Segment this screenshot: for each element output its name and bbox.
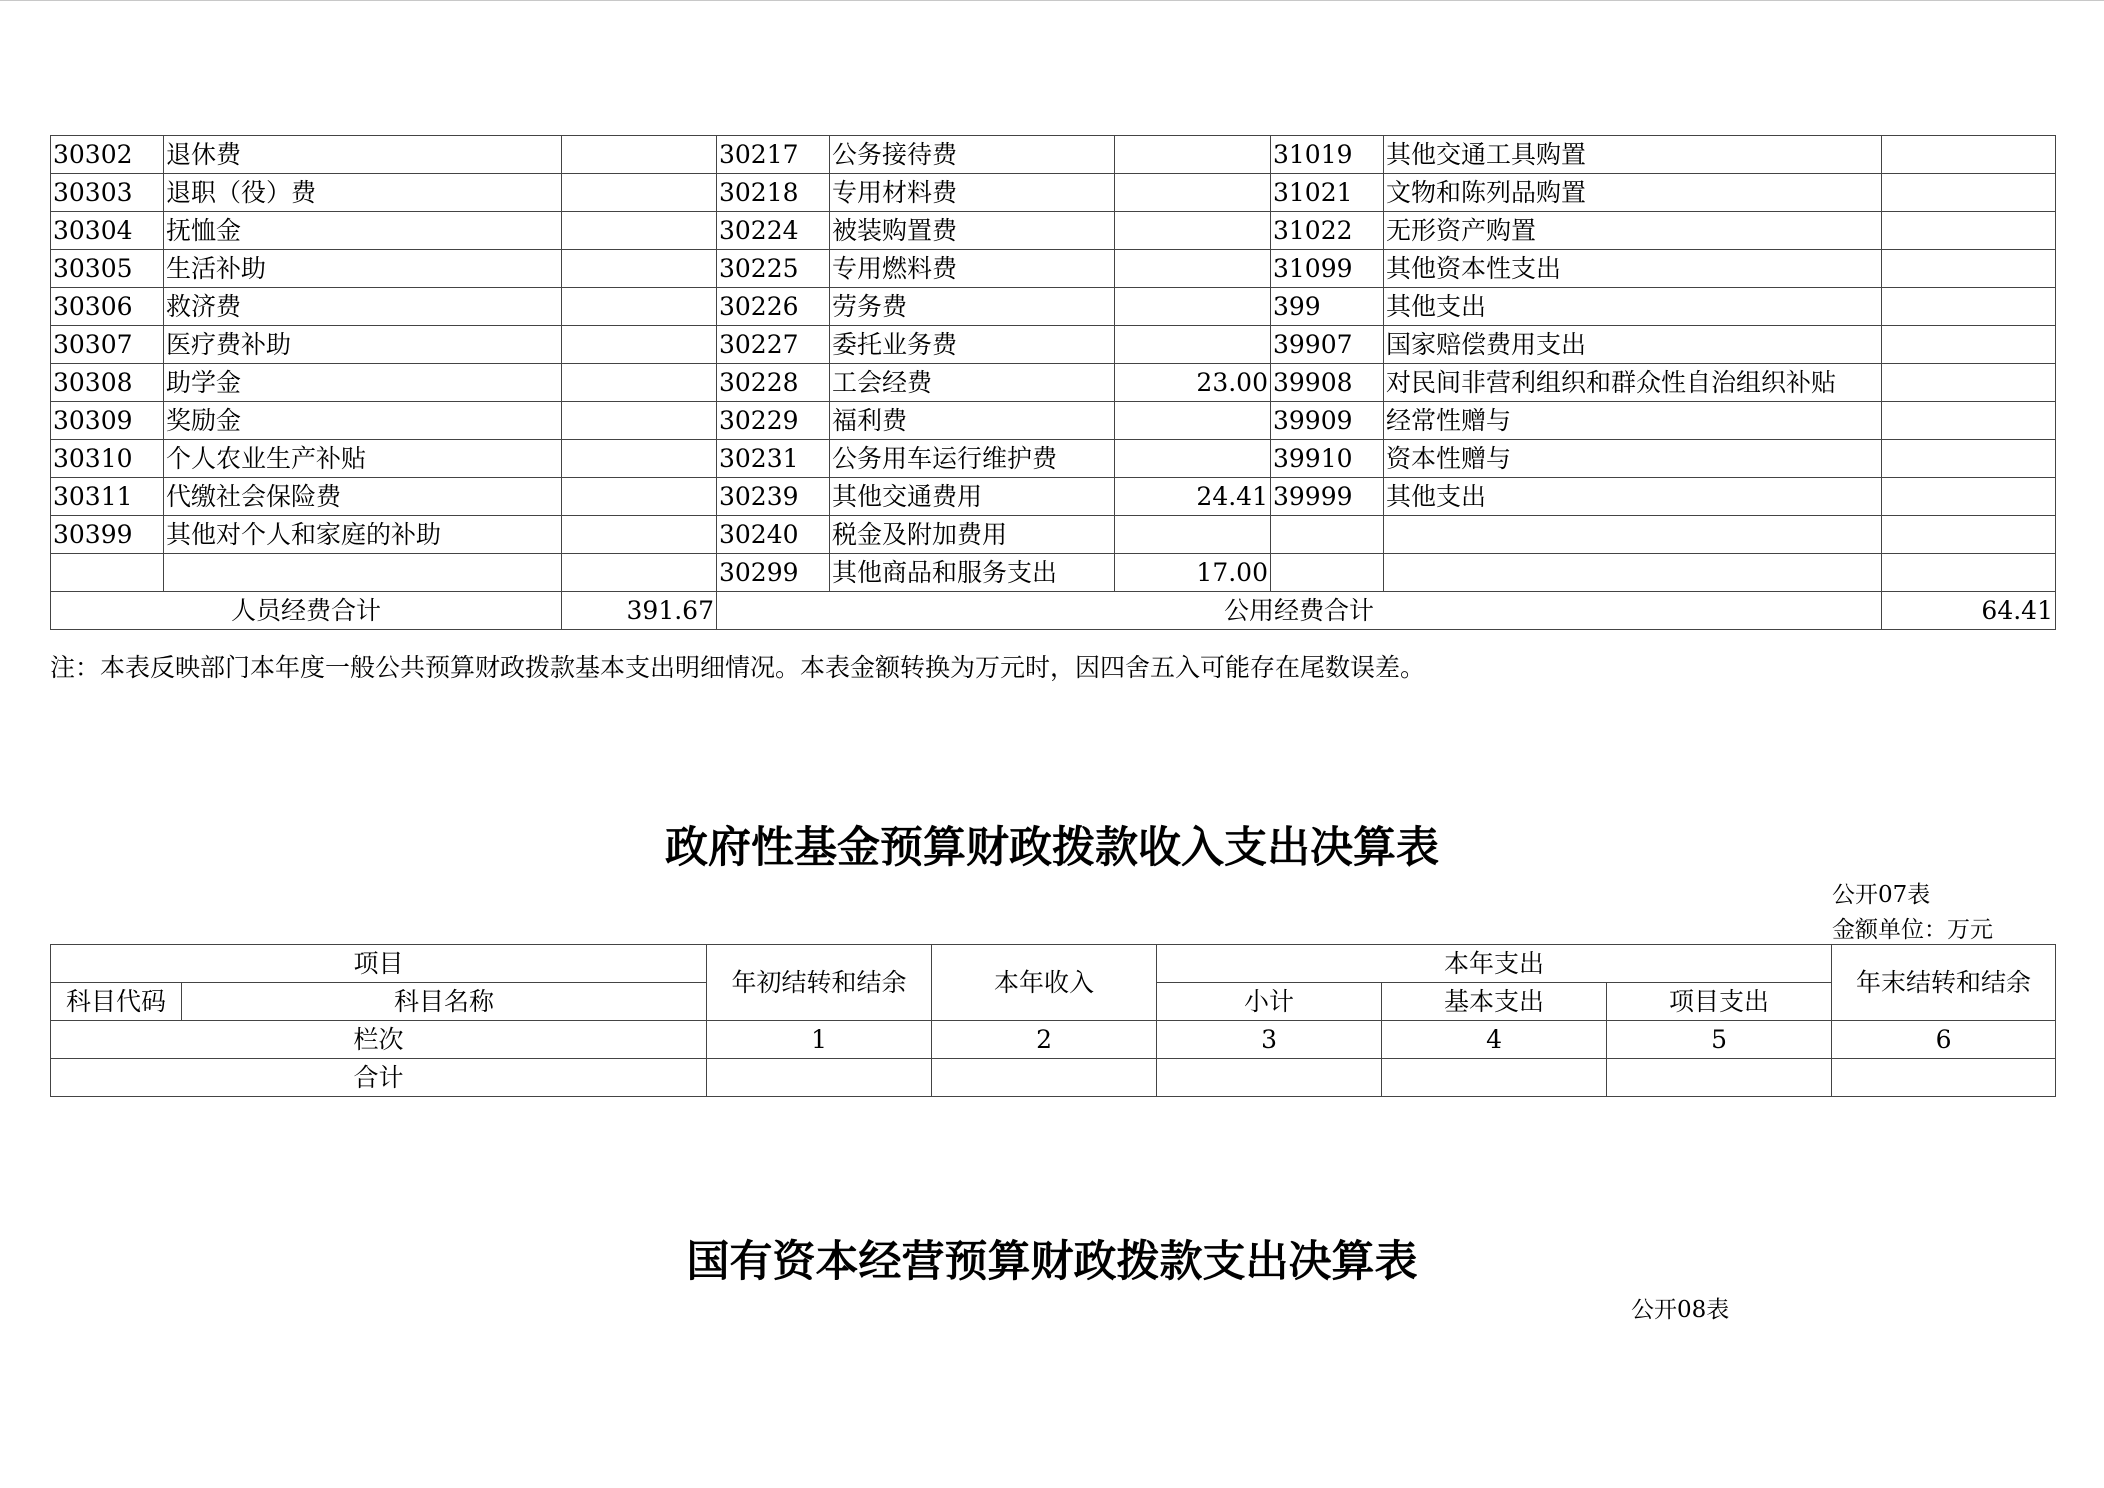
cell-code-3 [1271, 554, 1384, 592]
cell-code-1: 30310 [51, 440, 164, 478]
cell-amount-2 [1115, 212, 1271, 250]
cell-name-1: 助学金 [164, 364, 562, 402]
cell-amount-2 [1115, 402, 1271, 440]
cell-amount-1 [562, 288, 717, 326]
cell-name-2: 专用燃料费 [830, 250, 1115, 288]
table-row [51, 516, 2056, 554]
header-income: 本年收入 [932, 945, 1157, 1021]
header-item: 项目 [51, 945, 707, 983]
header-expense: 本年支出 [1157, 945, 1832, 983]
cell-name-1: 其他对个人和家庭的补助 [164, 516, 562, 554]
cell-amount-3 [1882, 554, 2056, 592]
cell-name-2: 委托业务费 [830, 326, 1115, 364]
cell-code-2: 30226 [717, 288, 830, 326]
cell-amount-1 [562, 440, 717, 478]
cell-code-3: 31021 [1271, 174, 1384, 212]
cell-amount-1 [562, 174, 717, 212]
header-end-balance: 年末结转和结余 [1832, 945, 2056, 1021]
cell-code-1 [51, 554, 164, 592]
cell-name-2: 福利费 [830, 402, 1115, 440]
cell-amount-2: 24.41 [1115, 478, 1271, 516]
total-cell [707, 1059, 932, 1097]
cell-code-1: 30308 [51, 364, 164, 402]
cell-amount-3 [1882, 288, 2056, 326]
column-number: 1 [707, 1021, 932, 1059]
table3-title: 国有资本经营预算财政拨款支出决算表 [686, 1237, 1418, 1287]
cell-name-3: 其他支出 [1384, 288, 1882, 326]
cell-code-3: 39909 [1271, 402, 1384, 440]
cell-code-1: 30399 [51, 516, 164, 554]
header-name: 科目名称 [182, 983, 707, 1021]
total-personnel-label: 人员经费合计 [51, 592, 562, 630]
cell-amount-3 [1882, 136, 2056, 174]
cell-code-2: 30228 [717, 364, 830, 402]
cell-name-1: 退职（役）费 [164, 174, 562, 212]
header-row-1 [51, 945, 2056, 983]
column-number: 2 [932, 1021, 1157, 1059]
cell-name-1: 退休费 [164, 136, 562, 174]
column-number: 3 [1157, 1021, 1382, 1059]
cell-name-2: 其他交通费用 [830, 478, 1115, 516]
total-label: 合计 [51, 1059, 707, 1097]
cell-name-1: 生活补助 [164, 250, 562, 288]
cell-amount-1 [562, 478, 717, 516]
total-cell [932, 1059, 1157, 1097]
cell-amount-2 [1115, 516, 1271, 554]
cell-name-3: 国家赔偿费用支出 [1384, 326, 1882, 364]
total-cell [1157, 1059, 1382, 1097]
cell-amount-2: 17.00 [1115, 554, 1271, 592]
cell-amount-2 [1115, 250, 1271, 288]
cell-amount-1 [562, 402, 717, 440]
total-cell [1607, 1059, 1832, 1097]
cell-amount-2 [1115, 136, 1271, 174]
cell-amount-2 [1115, 440, 1271, 478]
cell-code-2: 30299 [717, 554, 830, 592]
cell-name-2: 公务用车运行维护费 [830, 440, 1115, 478]
cell-amount-1 [562, 516, 717, 554]
cell-name-3: 无形资产购置 [1384, 212, 1882, 250]
cell-name-1: 救济费 [164, 288, 562, 326]
table-row [51, 554, 2056, 592]
cell-name-2: 被装购置费 [830, 212, 1115, 250]
cell-amount-3 [1882, 250, 2056, 288]
table-row [51, 136, 2056, 174]
cell-name-3 [1384, 554, 1882, 592]
cell-code-2: 30229 [717, 402, 830, 440]
cell-amount-3 [1882, 326, 2056, 364]
cell-amount-1 [562, 554, 717, 592]
totals-row [51, 592, 2056, 630]
table2-form-number: 公开07表 [1832, 882, 1931, 908]
cell-name-2: 税金及附加费用 [830, 516, 1115, 554]
table-row [51, 250, 2056, 288]
cell-amount-2 [1115, 326, 1271, 364]
cell-name-3: 其他支出 [1384, 478, 1882, 516]
cell-code-2: 30218 [717, 174, 830, 212]
total-row [51, 1059, 2056, 1097]
table-row [51, 364, 2056, 402]
cell-amount-3 [1882, 516, 2056, 554]
cell-amount-3 [1882, 402, 2056, 440]
cell-amount-1 [562, 136, 717, 174]
cell-code-3: 31099 [1271, 250, 1384, 288]
cell-code-1: 30311 [51, 478, 164, 516]
column-number: 5 [1607, 1021, 1832, 1059]
table-row [51, 478, 2056, 516]
table-row [51, 440, 2056, 478]
total-public-value: 64.41 [1882, 592, 2056, 630]
cell-code-2: 30225 [717, 250, 830, 288]
cell-name-3: 文物和陈列品购置 [1384, 174, 1882, 212]
cell-name-2: 专用材料费 [830, 174, 1115, 212]
cell-amount-2 [1115, 174, 1271, 212]
column-number: 6 [1832, 1021, 2056, 1059]
cell-code-1: 30304 [51, 212, 164, 250]
cell-code-2: 30240 [717, 516, 830, 554]
cell-name-3: 对民间非营利组织和群众性自治组织补贴 [1384, 364, 1882, 402]
cell-code-3: 39907 [1271, 326, 1384, 364]
cell-code-2: 30217 [717, 136, 830, 174]
header-begin-balance: 年初结转和结余 [707, 945, 932, 1021]
cell-name-3 [1384, 516, 1882, 554]
cell-code-3: 39999 [1271, 478, 1384, 516]
table-body [51, 136, 2056, 592]
cell-code-1: 30302 [51, 136, 164, 174]
cell-code-2: 30227 [717, 326, 830, 364]
cell-name-2: 工会经费 [830, 364, 1115, 402]
cell-name-3: 其他资本性支出 [1384, 250, 1882, 288]
column-number: 4 [1382, 1021, 1607, 1059]
cell-amount-1 [562, 250, 717, 288]
cell-name-1: 个人农业生产补贴 [164, 440, 562, 478]
cell-code-1: 30303 [51, 174, 164, 212]
cell-code-3: 31019 [1271, 136, 1384, 174]
cell-amount-1 [562, 326, 717, 364]
cell-code-2: 30239 [717, 478, 830, 516]
top-border-line [0, 0, 2104, 1]
column-number-label: 栏次 [51, 1021, 707, 1059]
government-fund-table [50, 944, 2056, 1097]
cell-amount-3 [1882, 478, 2056, 516]
cell-code-3: 39910 [1271, 440, 1384, 478]
cell-code-1: 30305 [51, 250, 164, 288]
cell-name-3: 资本性赠与 [1384, 440, 1882, 478]
table2-title: 政府性基金预算财政拨款收入支出决算表 [665, 823, 1439, 873]
cell-name-1: 抚恤金 [164, 212, 562, 250]
cell-code-1: 30306 [51, 288, 164, 326]
cell-code-1: 30309 [51, 402, 164, 440]
header-basic: 基本支出 [1382, 983, 1607, 1021]
table-row [51, 174, 2056, 212]
cell-name-1: 医疗费补助 [164, 326, 562, 364]
cell-amount-3 [1882, 174, 2056, 212]
table-row [51, 326, 2056, 364]
cell-code-3 [1271, 516, 1384, 554]
cell-amount-3 [1882, 440, 2056, 478]
cell-code-3: 31022 [1271, 212, 1384, 250]
column-number-row [51, 1021, 2056, 1059]
cell-code-2: 30231 [717, 440, 830, 478]
cell-code-1: 30307 [51, 326, 164, 364]
cell-name-1: 代缴社会保险费 [164, 478, 562, 516]
header-subtotal: 小计 [1157, 983, 1382, 1021]
cell-amount-3 [1882, 212, 2056, 250]
cell-name-2: 公务接待费 [830, 136, 1115, 174]
total-public-label: 公用经费合计 [717, 592, 1882, 630]
cell-code-3: 399 [1271, 288, 1384, 326]
header-project: 项目支出 [1607, 983, 1832, 1021]
cell-amount-1 [562, 364, 717, 402]
cell-amount-1 [562, 212, 717, 250]
table3-form-number: 公开08表 [1631, 1297, 1730, 1323]
cell-name-1: 奖励金 [164, 402, 562, 440]
table-row [51, 288, 2056, 326]
total-cell [1832, 1059, 2056, 1097]
table-note: 注：本表反映部门本年度一般公共预算财政拨款基本支出明细情况。本表金额转换为万元时，因四舍五入可能存在尾数误差。 [50, 653, 1426, 682]
cell-code-2: 30224 [717, 212, 830, 250]
header-code: 科目代码 [51, 983, 182, 1021]
cell-name-1 [164, 554, 562, 592]
total-cell [1382, 1059, 1607, 1097]
cell-name-3: 其他交通工具购置 [1384, 136, 1882, 174]
cell-amount-3 [1882, 364, 2056, 402]
cell-amount-2 [1115, 288, 1271, 326]
table-row [51, 402, 2056, 440]
cell-name-2: 劳务费 [830, 288, 1115, 326]
cell-name-2: 其他商品和服务支出 [830, 554, 1115, 592]
cell-amount-2: 23.00 [1115, 364, 1271, 402]
total-personnel-value: 391.67 [562, 592, 717, 630]
table-row [51, 212, 2056, 250]
basic-expenditure-detail-table [50, 135, 2056, 630]
table2-unit: 金额单位：万元 [1832, 917, 1993, 943]
cell-name-3: 经常性赠与 [1384, 402, 1882, 440]
cell-code-3: 39908 [1271, 364, 1384, 402]
